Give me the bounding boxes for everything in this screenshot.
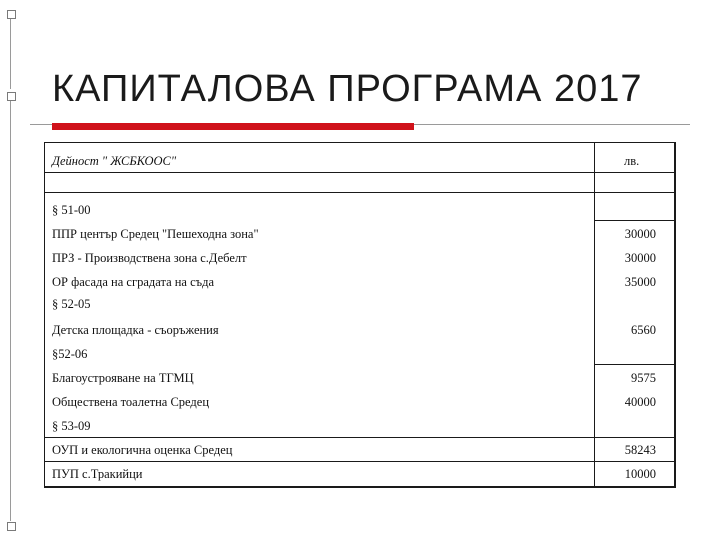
- row-separator: [594, 220, 676, 221]
- decor-square-mid: [7, 92, 16, 101]
- row-label: § 52-05: [52, 297, 91, 311]
- row-label: ОР фасада на сградата на съда: [52, 275, 215, 289]
- row-label: § 51-00: [52, 203, 91, 217]
- row-separator: [44, 461, 676, 462]
- title-accent-bar: [52, 123, 414, 130]
- row-amount: 30000: [624, 251, 656, 265]
- row-separator: [44, 172, 676, 173]
- row-label: § 53-09: [52, 419, 91, 433]
- row-label: ПУП с.Тракийци: [52, 467, 143, 481]
- row-label: Детска площадка - съоръжения: [52, 323, 219, 337]
- budget-table: [44, 142, 676, 488]
- decor-square-top: [7, 10, 16, 19]
- row-amount: 6560: [631, 323, 656, 337]
- row-label: §52-06: [52, 347, 88, 361]
- row-amount: 10000: [624, 467, 656, 481]
- row-amount: 35000: [624, 275, 656, 289]
- row-amount: 58243: [624, 443, 656, 457]
- page-title: КАПИТАЛОВА ПРОГРАМА 2017: [52, 68, 643, 110]
- header-unit: лв.: [624, 154, 640, 168]
- row-label: ОУП и екологична оценка Средец: [52, 443, 233, 457]
- row-amount: 40000: [624, 395, 656, 409]
- decor-square-bottom: [7, 522, 16, 531]
- row-separator: [594, 364, 676, 365]
- header-activity: Дейност " ЖСБКООС": [52, 154, 177, 168]
- row-separator: [44, 192, 676, 193]
- row-label: ППР център Средец "Пешеходна зона": [52, 227, 259, 241]
- row-separator: [44, 437, 676, 438]
- row-label: Благоустрояване на ТГМЦ: [52, 371, 194, 385]
- row-amount: 9575: [631, 371, 656, 385]
- row-amount: 30000: [624, 227, 656, 241]
- row-label: ПРЗ - Производствена зона с.Дебелт: [52, 251, 247, 265]
- decor-line: [10, 19, 11, 89]
- row-label: Обществена тоалетна Средец: [52, 395, 210, 409]
- decor-line: [10, 101, 11, 521]
